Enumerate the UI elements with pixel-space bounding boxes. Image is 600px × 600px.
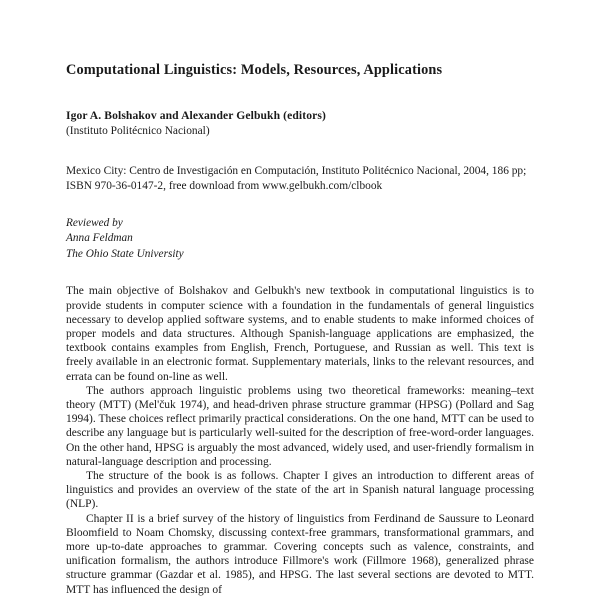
body-paragraph: The authors approach linguistic problems using two theoretical frameworks: meaning–text theory (MTT) (Mel'čuk 1974), and head-driven phrase structure grammar (HPSG) (Pollard and Sag 1994). These choices reflect primarily practical considerations. On the one hand, MTT can be used to describe any language but is particularly well-suited for the description of free-word-order languages. On the other hand, HPSG is arguably the most advanced, widely used, and user-friendly formalism in natural-language description and processing.: [66, 384, 534, 468]
body-paragraph: Chapter II is a brief survey of the history of linguistics from Ferdinand de Saussure to Leonard Bloomfield to Noam Chomsky, discussing context-free grammars, transformational grammars, and more up-to-date approaches to grammar. Covering concepts such as valence, constraints, and unification formalism, the authors introduce Fillmore's work (Fillmore 1968), generalized phrase structure grammar (Gazdar et al. 1985), and HPSG. The last several sections are devoted to MTT. MTT has influenced the design of: [66, 512, 534, 596]
document-content: [66, 0, 534, 597]
reviewer-name: Anna Feldman: [66, 232, 133, 245]
affiliation-line: (Instituto Politécnico Nacional): [66, 125, 210, 138]
reviewed-by-label: Reviewed by: [66, 216, 123, 229]
author-line: Igor A. Bolshakov and Alexander Gelbukh (editors): [66, 109, 326, 123]
review-credit: [66, 195, 534, 262]
body-paragraph: The structure of the book is as follows. Chapter I gives an introduction to different areas of linguistics and provides an overview of the state of the art in Spanish natural language processing (NLP).: [66, 470, 534, 511]
page-title: Computational Linguistics: Models, Resources, Applications: [66, 62, 443, 78]
review-body: [66, 262, 534, 596]
publication-info: Mexico City: Centro de Investigación en Computación, Instituto Politécnico Nacional, 2004, 186 pp; ISBN 970-36-0147-2, free download from www.gelbukh.com/clbook: [66, 164, 527, 193]
reviewer-institution: The Ohio State University: [66, 247, 184, 260]
body-paragraph: The main objective of Bolshakov and Gelbukh's new textbook in computational linguistics is to provide students in computer science with a foundation in the fundamentals of general linguistics necessary to develop applied software systems, and to enable students to make informed choices of proper models and data structures. Although Spanish-language applications are emphasized, the textbook contains examples from English, French, Portuguese, and Russian as well. This text is freely available in an electronic format. Supplementary materials, links to the relevant resources, and errata can be found on-line as well.: [66, 285, 534, 383]
